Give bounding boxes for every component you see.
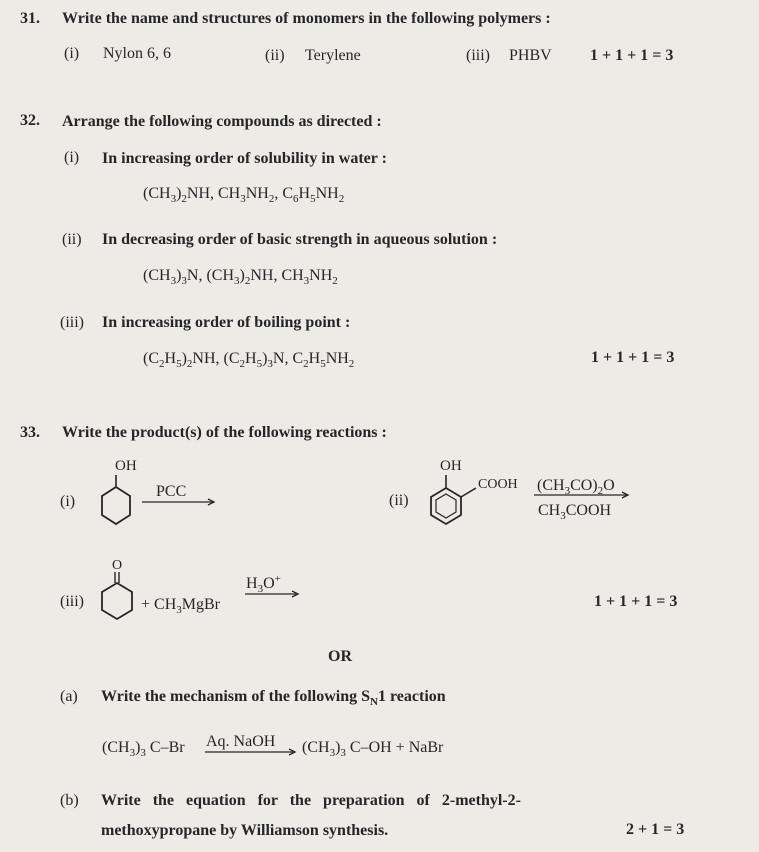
q32-question: Arrange the following compounds as directed : (62, 113, 382, 130)
oxygen-label: O (112, 558, 123, 573)
q33-part-iii-label: (iii) (60, 593, 84, 610)
q32-part-iii-compounds: $(C_2H_5)_2NH$, $(C_2H_5)_3N$, $C_2H_5NH_2$ (143, 350, 355, 371)
q33-alt-a-label: (a) (60, 688, 78, 705)
q32-marks: 1 + 1 + 1 = 3 (591, 349, 675, 366)
q32-part-iii-label: (iii) (60, 314, 84, 331)
q33-question: Write the product(s) of the following reactions : (62, 424, 387, 441)
q32-part-ii-label: (ii) (62, 231, 82, 248)
oh-label: OH (440, 458, 462, 474)
q32-part-iii-text: In increasing order of boiling point : (102, 314, 351, 331)
q33-alt-a-text: Write the mechanism of the following $S_N1$ reaction (101, 688, 446, 709)
cyclohexanol-structure (96, 455, 236, 545)
q31-part-iii-text: PHBV (509, 47, 552, 64)
q31-number: 31. (20, 10, 40, 27)
salicylic-acid-structure (418, 455, 648, 545)
q33-part-ii-label: (ii) (389, 492, 409, 509)
or-divider: OR (328, 648, 352, 665)
q33-alt-b-line2: methoxypropane by Williamson synthesis. (101, 822, 389, 839)
q33-alt-b-label: (b) (60, 792, 79, 809)
cooh-label: COOH (478, 477, 518, 492)
sn1-arrow (203, 730, 303, 760)
acetic-acid-solvent: $CH_3COOH$ (538, 502, 612, 522)
q31-question: Write the name and structures of monomers in the following polymers : (62, 10, 551, 27)
q32-part-i-text: In increasing order of solubility in water : (102, 150, 387, 167)
q31-part-ii-text: Terylene (305, 47, 361, 64)
pcc-reagent: PCC (156, 483, 187, 500)
q32-part-ii-text: In decreasing order of basic strength in aqueous solution : (102, 231, 498, 248)
q33-number: 33. (20, 424, 40, 441)
sn1-reactant: $(CH_3)_3$ C–Br (102, 739, 185, 760)
oh-label: OH (115, 458, 137, 474)
h3o-reagent: $H_3O^+$ (246, 573, 281, 595)
sn1-products: $(CH_3)_3$ C–OH + NaBr (302, 739, 444, 760)
q31-part-iii-label: (iii) (466, 47, 490, 64)
q32-part-ii-compounds: $(CH_3)_3N$, $(CH_3)_2NH$, $CH_3NH_2$ (143, 267, 338, 288)
q33-marks: 1 + 1 + 1 = 3 (594, 593, 678, 610)
q32-part-i-label: (i) (64, 149, 80, 166)
q31-part-i-text: Nylon 6, 6 (103, 45, 171, 62)
q33-alt-marks: 2 + 1 = 3 (626, 821, 685, 838)
q32-part-i-compounds: $(CH_3)_2NH$, $CH_3NH_2$, $C_6H_5NH_2$ (143, 185, 345, 206)
q31-part-ii-label: (ii) (265, 47, 285, 64)
q31-marks: 1 + 1 + 1 = 3 (590, 47, 674, 64)
q33-part-i-label: (i) (60, 493, 76, 510)
q33-part-iii-reagent: + $CH_3MgBr$ (141, 596, 220, 617)
q31-part-i-label: (i) (64, 45, 80, 62)
q32-number: 32. (20, 112, 40, 129)
q33-alt-b-line1: Write the equation for the preparation of 2-methyl-2- (101, 792, 521, 809)
acetic-anhydride-reagent: $(CH_3CO)_2O$ (537, 477, 615, 497)
naoh-reagent: Aq. NaOH (206, 733, 276, 750)
